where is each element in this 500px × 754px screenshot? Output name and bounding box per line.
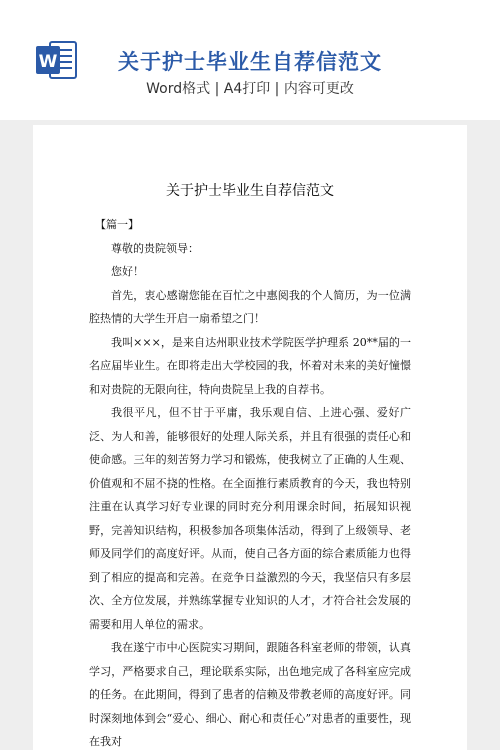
- word-icon-letter: W: [38, 52, 58, 72]
- document-title: 关于护士毕业生自荐信范文: [166, 183, 334, 199]
- paragraph-greeting: 您好！: [111, 265, 144, 278]
- page-title: 关于护士毕业生自荐信范文: [118, 50, 382, 74]
- paragraph-thanks: 首先，衷心感谢您能在百忙之中惠阅我的个人简历，为一位满腔热情的大学生开启一扇希望之门！: [89, 288, 411, 325]
- page-header: [0, 0, 500, 120]
- paragraph-internship: 我在遂宁市中心医院实习期间，跟随各科室老师的带领，认真学习，严格要求自己，理论联系实际，出色地完成了各科室应完成的任务。在此期间，得到了患者的信赖及带教老师的高度好评。同时深刻地体到会“爱心、细心、耐心和责任心”对患者的重要性，现在我对: [89, 641, 411, 748]
- paragraph-introduction: 我叫×××，是来自达州职业技术学院医学护理系 20**届的一名应届毕业生。在即将走出大学校园的我，怀着对未来的美好憧憬和对贵院的无限向往，特向贵院呈上我的自荐书。: [89, 335, 411, 396]
- paragraph-personality: 我很平凡，但不甘于平庸，我乐观自信、上进心强、爱好广泛、为人和善，能够很好的处理人际关系，并且有很强的责任心和使命感。三年的刻苦努力学习和锻炼，使我树立了正确的人生观、价值观和不屈不挠的性格。在全面推行素质教育的今天，我也特别注重在认真学习好专业课的同时充分利用课余时间，拓展知识视野，完善知识结构，积极参加各项集体活动，得到了上级领导、老师及同学们的高度好评。从而，使自己各方面的综合素质能力也得到了相应的提高和完善。在竞争日益激烈的今天，我坚信只有多层次、全方位发展，并熟练掌握专业知识的人才，才符合社会发展的需要和用人单位的需求。: [89, 406, 411, 631]
- page-subtitle: Word格式 | A4打印 | 内容可更改: [146, 81, 354, 97]
- document-body: [89, 213, 411, 754]
- paragraph-salutation: 尊敬的贵院领导：: [111, 241, 199, 255]
- document-page: [33, 125, 467, 750]
- section-label: 【篇一】: [95, 218, 139, 231]
